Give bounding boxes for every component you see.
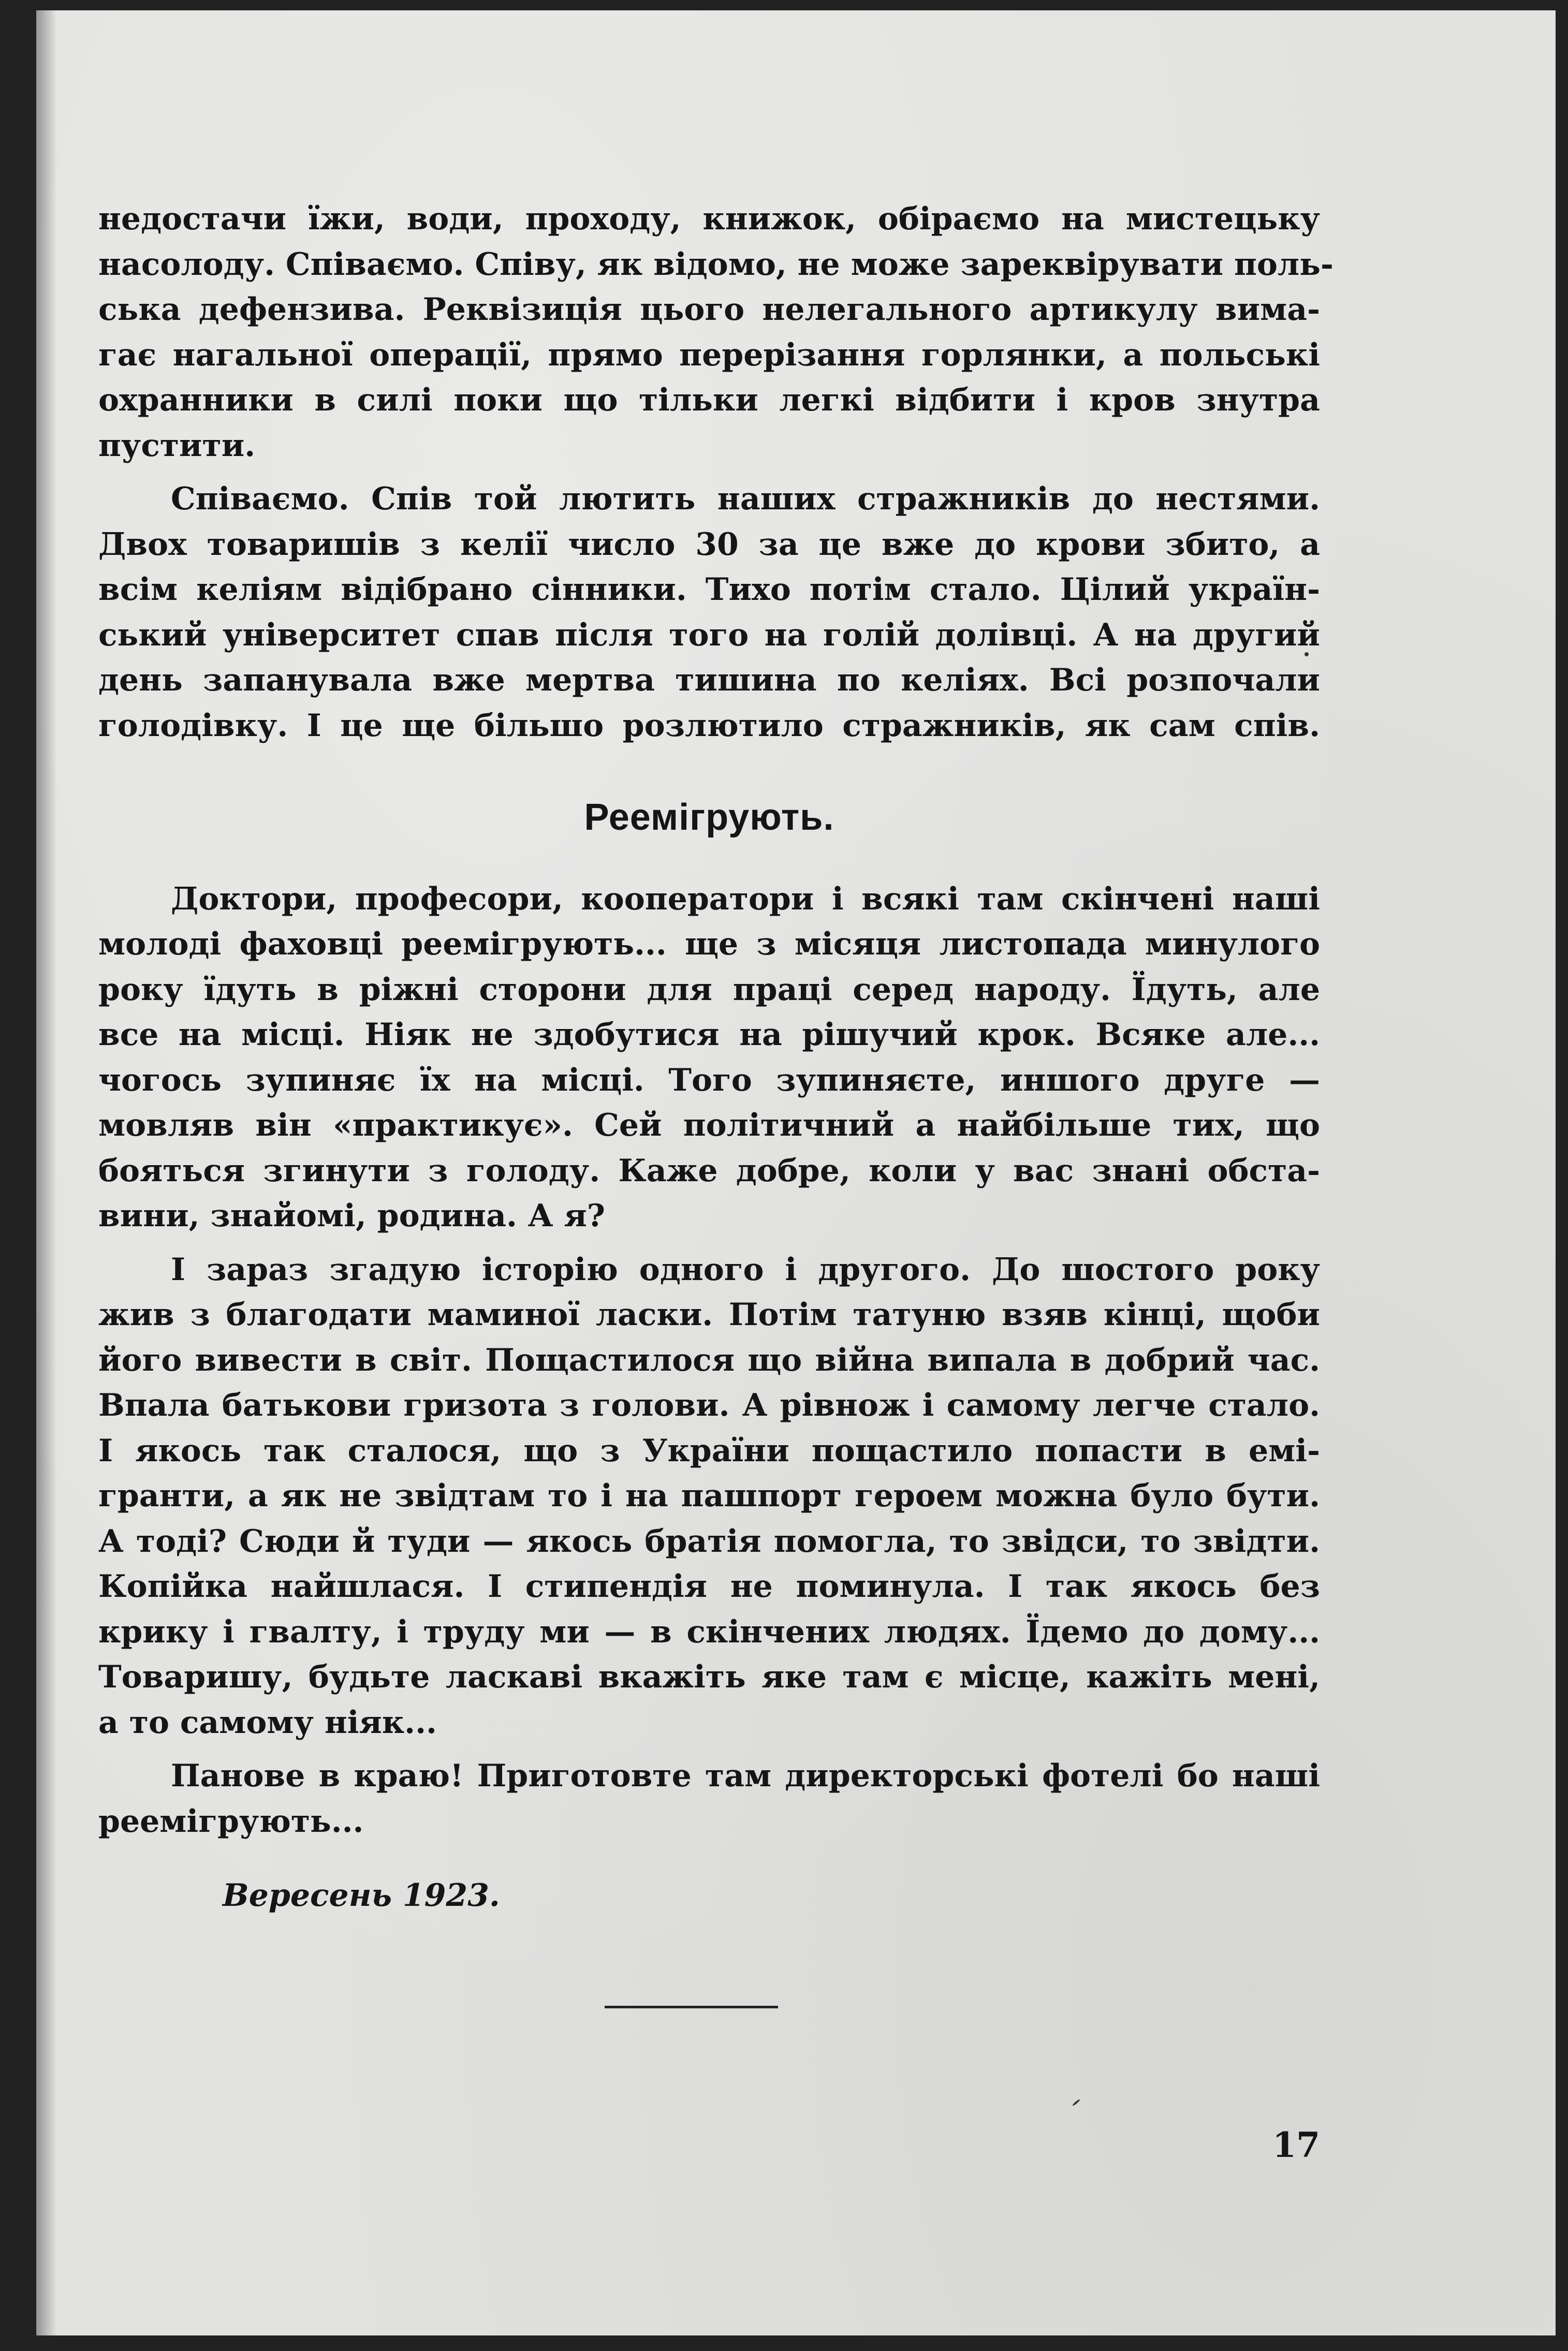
text-line: голодівку. І це ще більшо розлютило стражників, як сам спів. bbox=[98, 707, 1320, 744]
text-line: всім келіям відібрано сінники. Тихо потім стало. Цілий україн- bbox=[98, 571, 1320, 608]
page-number: 17 bbox=[1272, 2125, 1320, 2165]
text-line: недостачи їжи, води, проходу, книжок, обіраємо на мистецьку bbox=[98, 201, 1320, 237]
paragraph-5 bbox=[98, 1754, 1320, 1844]
body-text bbox=[98, 197, 1333, 1919]
text-line: Копійка найшлася. І стипендія не поминула. І так якось без bbox=[98, 1568, 1320, 1605]
text-line: гає нагальної операції, прямо перерізання горлянки, а польські bbox=[98, 336, 1320, 373]
text-line: його вивести в світ. Пощастилося що війна випала в добрий час. bbox=[98, 1342, 1320, 1378]
paragraph-2 bbox=[98, 477, 1320, 748]
text-line: охранники в силі поки що тільки легкі відбити і кров знутра bbox=[98, 382, 1320, 418]
spine-shadow bbox=[36, 10, 57, 2335]
text-line: пустити. bbox=[98, 427, 256, 464]
ink-speck bbox=[1072, 2099, 1080, 2107]
text-line: день запанувала вже мертва тишина по келіях. Всі розпочали bbox=[98, 662, 1320, 698]
section-heading: Реемігрують. bbox=[584, 797, 834, 838]
text-line: Доктори, професори, кооператори і всякі там скінчені наші bbox=[171, 880, 1320, 917]
text-line: Товаришу, будьте ласкаві вкажіть яке там є місце, кажіть мені, bbox=[98, 1659, 1320, 1695]
text-line: року їдуть в ріжні сторони для праці серед народу. Їдуть, але bbox=[98, 971, 1320, 1008]
text-line: крику і гвалту, і труду ми — в скінчених людях. Їдемо до дому... bbox=[98, 1613, 1320, 1650]
text-line: гранти, а як не звідтам то і на пашпорт героем можна було бути. bbox=[98, 1478, 1320, 1514]
paragraph-3 bbox=[98, 877, 1320, 1239]
paragraph-1 bbox=[98, 197, 1333, 468]
text-line: І якось так сталося, що з України пощастило попасти в емі- bbox=[98, 1432, 1320, 1469]
paragraph-4 bbox=[98, 1247, 1320, 1746]
text-line: чогось зупиняє їх на місці. Того зупиняєте, иншого друге — bbox=[98, 1062, 1320, 1098]
text-line: реемігрують... bbox=[98, 1803, 364, 1840]
text-line: молоді фаховці реемігрують... ще з місяця листопада минулого bbox=[98, 926, 1320, 962]
text-line: І зараз згадую історію одного і другого. До шостого року bbox=[171, 1251, 1320, 1288]
text-line: насолоду. Співаємо. Співу, як відомо, не може зареквірувати поль- bbox=[98, 246, 1333, 283]
text-line: Панове в краю! Приготовте там директорські фотелі бо наші bbox=[171, 1758, 1320, 1794]
date-signature: Вересень 1923. bbox=[223, 1877, 500, 1914]
text-line: вини, знайомі, родина. А я? bbox=[98, 1198, 605, 1234]
text-line: ська дефензива. Реквізиція цього нелегального артикулу вима- bbox=[98, 291, 1320, 328]
text-line: Впала батькови гризота з голови. А рівнож і самому легче стало. bbox=[98, 1387, 1320, 1423]
text-line: жив з благодати маминої ласки. Потім татуню взяв кінці, щоби bbox=[98, 1297, 1320, 1333]
text-line: а то самому ніяк... bbox=[98, 1704, 437, 1741]
text-line: Співаємо. Спів той лютить наших стражників до нестями. bbox=[171, 481, 1320, 517]
text-line: ський університет спав після того на голій долівці. А на другий bbox=[98, 616, 1320, 653]
text-line: А тоді? Сюди й туди — якось братія помогла, то звідси, то звідти. bbox=[98, 1523, 1320, 1560]
closing-rule bbox=[605, 2006, 778, 2008]
text-line: бояться згинути з голоду. Каже добре, коли у вас знані обста- bbox=[98, 1152, 1320, 1189]
text-line: мовляв він «практикує». Сей політичний а найбільше тих, що bbox=[98, 1107, 1320, 1143]
text-line: Двох товаришів з келії число 30 за це вже до крови збито, а bbox=[98, 526, 1320, 563]
book-page bbox=[36, 10, 1556, 2335]
text-line: все на місці. Ніяк не здобутися на рішучий крок. Всяке але... bbox=[98, 1017, 1320, 1053]
